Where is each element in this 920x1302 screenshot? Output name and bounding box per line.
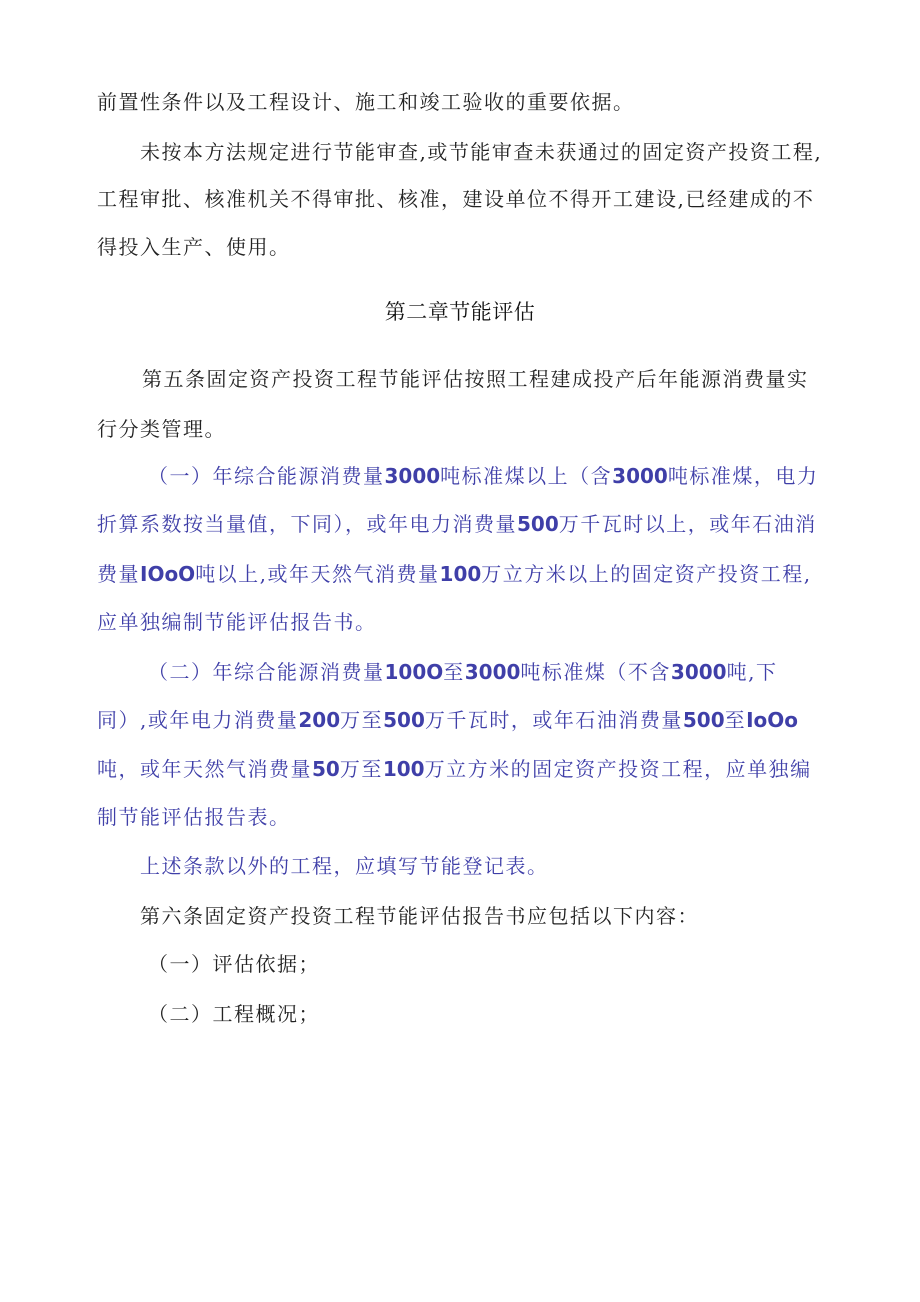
paragraph-line-highlighted: （二）年综合能源消费量100O至3000吨标准煤（不含3000吨,下 [148,660,778,684]
paragraph-line: 第五条固定资产投资工程节能评估按照工程建成投产后年能源消费量实 [142,367,809,391]
paragraph-line-highlighted: 折算系数按当量值，下同），或年电力消费量500万千瓦时以上，或年石油消 [97,512,817,536]
paragraph-line-highlighted: 吨，或年天然气消费量50万至100万立方米的固定资产投资工程，应单独编 [97,757,812,781]
paragraph-line: 行分类管理。 [97,417,226,441]
paragraph-line-highlighted: 制节能评估报告表。 [97,805,291,829]
paragraph-line: 第六条固定资产投资工程节能评估报告书应包括以下内容： [140,904,699,928]
list-item: （一）评估依据； [148,952,320,976]
paragraph-line-highlighted: （一）年综合能源消费量3000吨标准煤以上（含3000吨标准煤，电力 [148,464,819,488]
list-item: （二）工程概况； [148,1002,320,1026]
paragraph-line: 未按本方法规定进行节能审查,或节能审查未获通过的固定资产投资工程, [140,140,823,164]
paragraph-line-highlighted: 同）,或年电力消费量200万至500万千瓦时，或年石油消费量500至IoOo [97,708,799,732]
paragraph-line-highlighted: 费量IOoO吨以上,或年天然气消费量100万立方米以上的固定资产投资工程, [97,562,812,586]
paragraph-line: 前置性条件以及工程设计、施工和竣工验收的重要依据。 [97,90,635,114]
paragraph-line: 得投入生产、使用。 [97,235,291,259]
chapter-heading: 第二章节能评估 [384,300,536,324]
paragraph-line-highlighted: 应单独编制节能评估报告书。 [97,610,377,634]
paragraph-line-highlighted: 上述条款以外的工程，应填写节能登记表。 [140,854,549,878]
paragraph-line: 工程审批、核准机关不得审批、核准，建设单位不得开工建设,已经建成的不 [97,187,815,211]
